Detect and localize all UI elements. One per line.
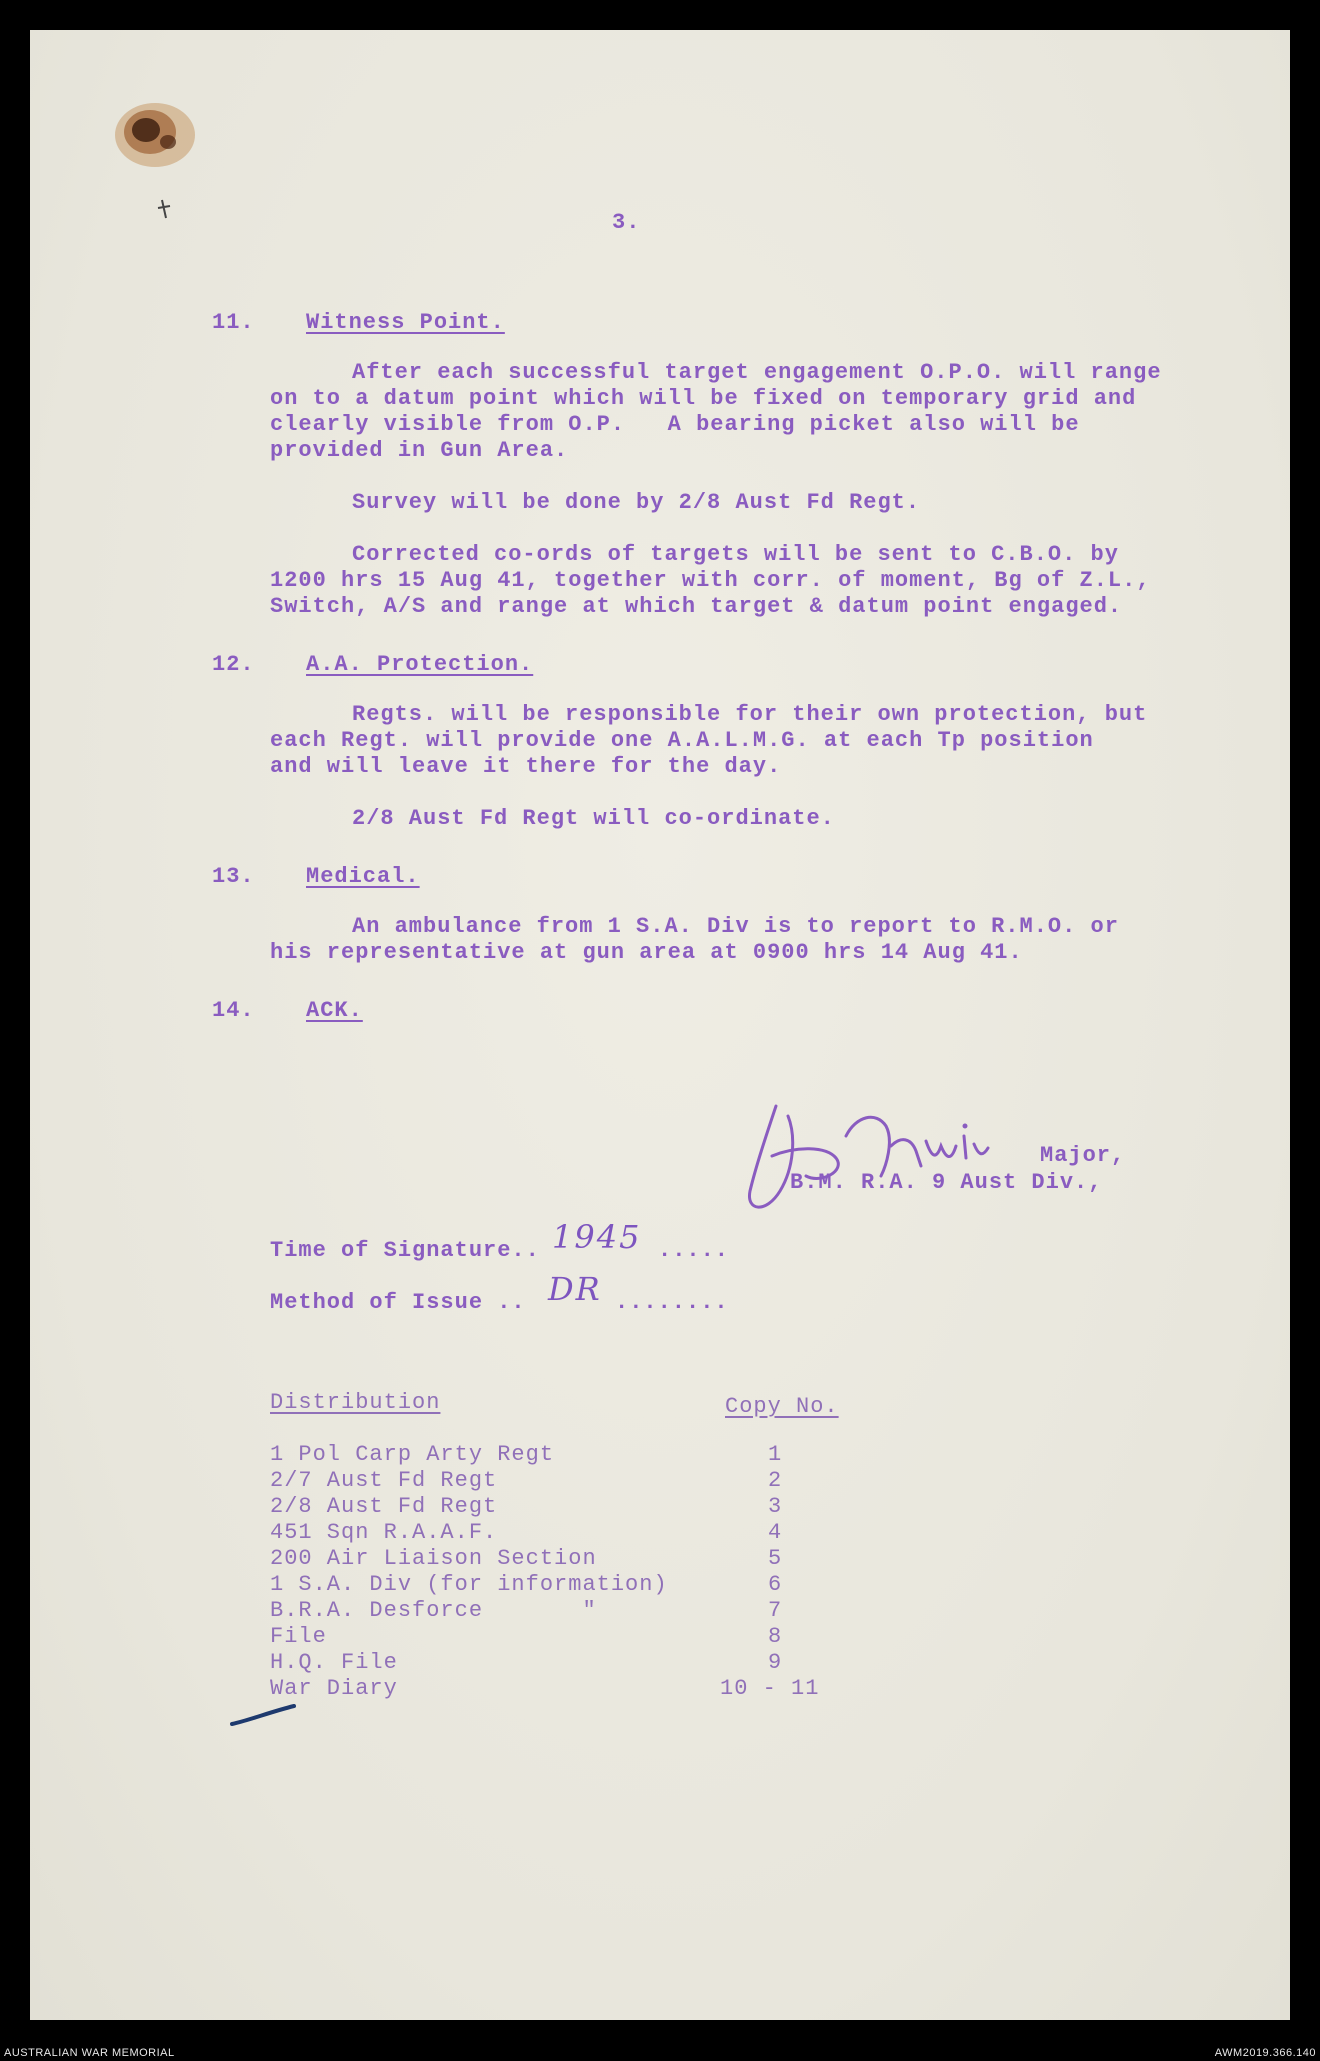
distribution-row-name: 2/8 Aust Fd Regt — [270, 1494, 498, 1519]
paragraph-line: Survey will be done by 2/8 Aust Fd Regt. — [352, 490, 921, 515]
section-heading: Medical. — [306, 864, 420, 889]
section-number: 14. — [212, 998, 255, 1023]
time-of-signature-value: 1945 — [552, 1218, 642, 1256]
distribution-row-copy: 3 — [768, 1494, 783, 1519]
paragraph-line: clearly visible from O.P. A bearing picket also will be — [270, 412, 1080, 437]
distribution-row-name: War Diary — [270, 1676, 398, 1701]
footer-archive-name: AUSTRALIAN WAR MEMORIAL — [4, 2047, 175, 2059]
method-of-issue-value: DR — [548, 1270, 602, 1308]
distribution-row-name: 451 Sqn R.A.A.F. — [270, 1520, 498, 1545]
section-number: 11. — [212, 310, 255, 335]
distribution-row-name: B.R.A. Desforce " — [270, 1598, 597, 1623]
pen-mark-icon — [230, 1700, 310, 1730]
distribution-row-name: File — [270, 1624, 327, 1649]
section-number: 13. — [212, 864, 255, 889]
paragraph-line: provided in Gun Area. — [270, 438, 569, 463]
distribution-row-copy: 10 - 11 — [720, 1676, 820, 1701]
distribution-header: Distribution — [270, 1390, 441, 1415]
paragraph-line: his representative at gun area at 0900 hrs 14 Aug 41. — [270, 940, 1023, 965]
distribution-row-copy: 4 — [768, 1520, 783, 1545]
burn-stain-icon — [100, 90, 220, 230]
signature-icon — [736, 1096, 1056, 1226]
distribution-row-copy: 6 — [768, 1572, 783, 1597]
time-of-signature-label: Time of Signature.. — [270, 1238, 540, 1263]
section-heading: ACK. — [306, 998, 363, 1023]
copy-no-header: Copy No. — [725, 1394, 839, 1419]
document-page — [30, 30, 1290, 2020]
signature-appointment: B.M. R.A. 9 Aust Div., — [790, 1170, 1103, 1195]
method-of-issue-dots: ........ — [615, 1290, 729, 1315]
paragraph-line: and will leave it there for the day. — [270, 754, 782, 779]
method-of-issue-label: Method of Issue .. — [270, 1290, 526, 1315]
distribution-row-name: 1 S.A. Div (for information) — [270, 1572, 668, 1597]
distribution-row-copy: 2 — [768, 1468, 783, 1493]
paragraph-line: each Regt. will provide one A.A.L.M.G. at each Tp position — [270, 728, 1094, 753]
distribution-row-name: H.Q. File — [270, 1650, 398, 1675]
paragraph-line: 2/8 Aust Fd Regt will co-ordinate. — [352, 806, 835, 831]
distribution-row-copy: 9 — [768, 1650, 783, 1675]
paragraph-line: 1200 hrs 15 Aug 41, together with corr. of moment, Bg of Z.L., — [270, 568, 1151, 593]
page-number: 3. — [612, 210, 641, 235]
signature-rank: Major, — [1040, 1143, 1126, 1168]
paragraph-line: An ambulance from 1 S.A. Div is to report to R.M.O. or — [352, 914, 1119, 939]
distribution-row-copy: 8 — [768, 1624, 783, 1649]
distribution-row-name: 1 Pol Carp Arty Regt — [270, 1442, 555, 1467]
paragraph-line: Corrected co-ords of targets will be sent to C.B.O. by — [352, 542, 1119, 567]
section-heading: Witness Point. — [306, 310, 505, 335]
section-heading: A.A. Protection. — [306, 652, 534, 677]
distribution-row-copy: 5 — [768, 1546, 783, 1571]
paragraph-line: After each successful target engagement O.P.O. will range — [352, 360, 1162, 385]
paragraph-line: Switch, A/S and range at which target & datum point engaged. — [270, 594, 1123, 619]
section-number: 12. — [212, 652, 255, 677]
time-of-signature-dots: ..... — [658, 1238, 730, 1263]
distribution-row-name: 200 Air Liaison Section — [270, 1546, 597, 1571]
distribution-row-copy: 1 — [768, 1442, 783, 1467]
distribution-row-name: 2/7 Aust Fd Regt — [270, 1468, 498, 1493]
footer-accession-number: AWM2019.366.140 — [1214, 2047, 1316, 2059]
distribution-row-copy: 7 — [768, 1598, 783, 1623]
paragraph-line: Regts. will be responsible for their own protection, but — [352, 702, 1148, 727]
paragraph-line: on to a datum point which will be fixed on temporary grid and — [270, 386, 1137, 411]
